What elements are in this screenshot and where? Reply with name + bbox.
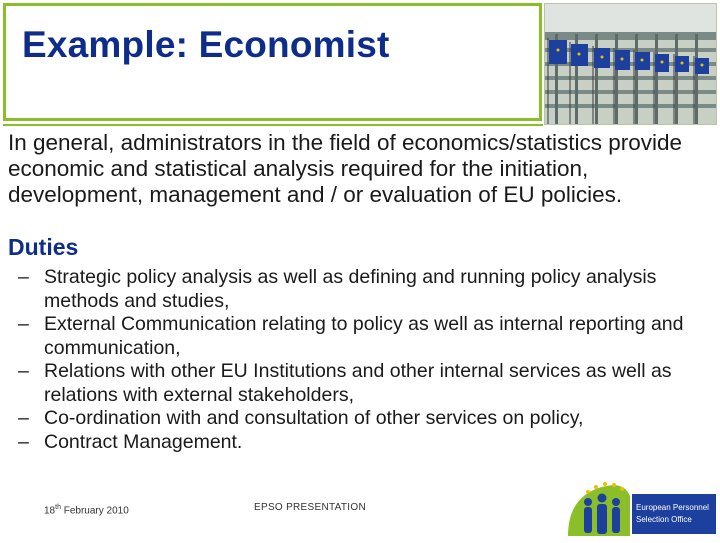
bullet-dash: – xyxy=(18,430,29,453)
svg-text:Selection Office: Selection Office xyxy=(636,515,692,524)
footer-date: 18th February 2010 xyxy=(44,504,129,517)
svg-text:European Personnel: European Personnel xyxy=(636,503,709,512)
list-item: – Contract Management. xyxy=(18,430,243,453)
slide-title: Example: Economist xyxy=(22,24,390,65)
bullet-dash: – xyxy=(18,360,29,382)
eu-building-flags-photo xyxy=(544,3,717,125)
bullet-dash: – xyxy=(18,313,29,335)
list-item: – External Communication relating to policy as well as internal reporting and communication, xyxy=(18,313,684,359)
duties-heading: Duties xyxy=(8,234,79,260)
duties-list xyxy=(18,266,708,454)
bullet-dash: – xyxy=(18,407,29,429)
intro-paragraph: In general, administrators in the field of economics/statistics provide economic and statistical analysis required for the initiation, development, management and / or evaluation of EU policies. xyxy=(8,130,683,207)
title-underline xyxy=(3,124,543,126)
epso-logo-icon xyxy=(566,476,718,538)
title-box xyxy=(3,3,542,121)
list-item: – Strategic policy analysis as well as defining and running policy analysis methods and studies, xyxy=(18,266,657,312)
bullet-dash: – xyxy=(18,266,29,288)
footer-presentation-label: EPSO PRESENTATION xyxy=(254,502,366,513)
list-item: – Relations with other EU Institutions and other internal services as well as relations with external stakeholders, xyxy=(18,360,672,406)
list-item: – Co-ordination with and consultation of other services on policy, xyxy=(18,407,584,429)
